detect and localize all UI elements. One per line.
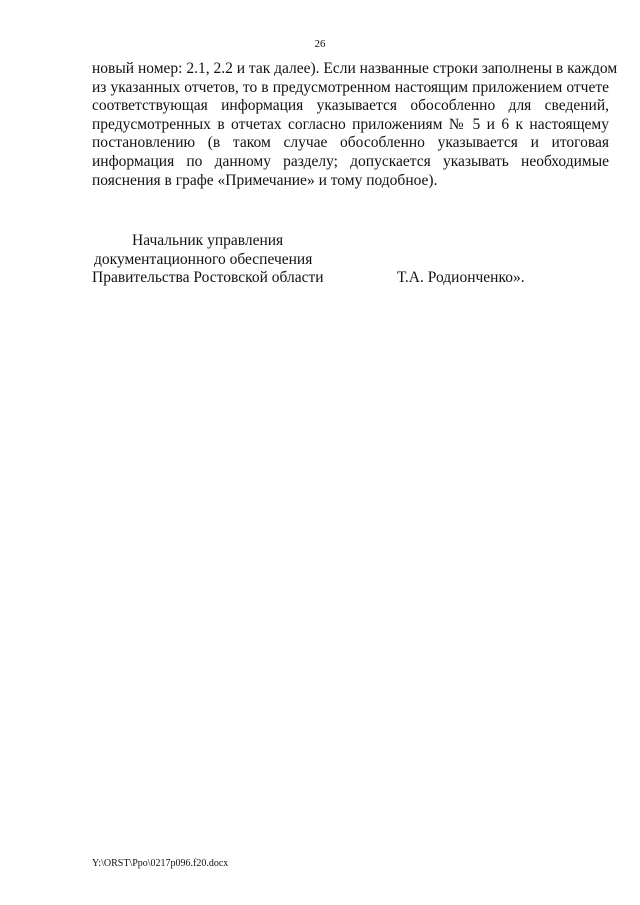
document-file-path: Y:\ORST\Ppo\0217p096.f20.docx bbox=[92, 858, 229, 869]
paragraph-line: из указанных отчетов, то в предусмотренном настоящим приложением отчете bbox=[92, 78, 609, 96]
paragraph-line: новый номер: 2.1, 2.2 и так далее). Если названные строки заполнены в каждом bbox=[92, 60, 618, 77]
signer-title-line: документационного обеспечения bbox=[94, 250, 313, 268]
paragraph-line: соответствующая информация указывается обособленно для сведений, bbox=[92, 97, 609, 115]
signer-title-line: Правительства Ростовской области bbox=[92, 269, 324, 287]
page-number: 26 bbox=[314, 38, 326, 50]
paragraph-line: пояснения в графе «Примечание» и тому подобное). bbox=[92, 171, 438, 189]
body-paragraph bbox=[92, 60, 618, 190]
paragraph-line: предусмотренных в отчетах согласно приложениям № 5 и 6 к настоящему bbox=[92, 115, 609, 133]
paragraph-line: постановлению (в таком случае обособленно указывается и итоговая bbox=[92, 134, 609, 152]
signature-block bbox=[92, 232, 609, 288]
signer-name: Т.А. Родионченко». bbox=[397, 269, 525, 287]
signer-title-line: Начальник управления bbox=[132, 232, 284, 249]
paragraph-line: информация по данному разделу; допускается указывать необходимые bbox=[92, 152, 609, 170]
